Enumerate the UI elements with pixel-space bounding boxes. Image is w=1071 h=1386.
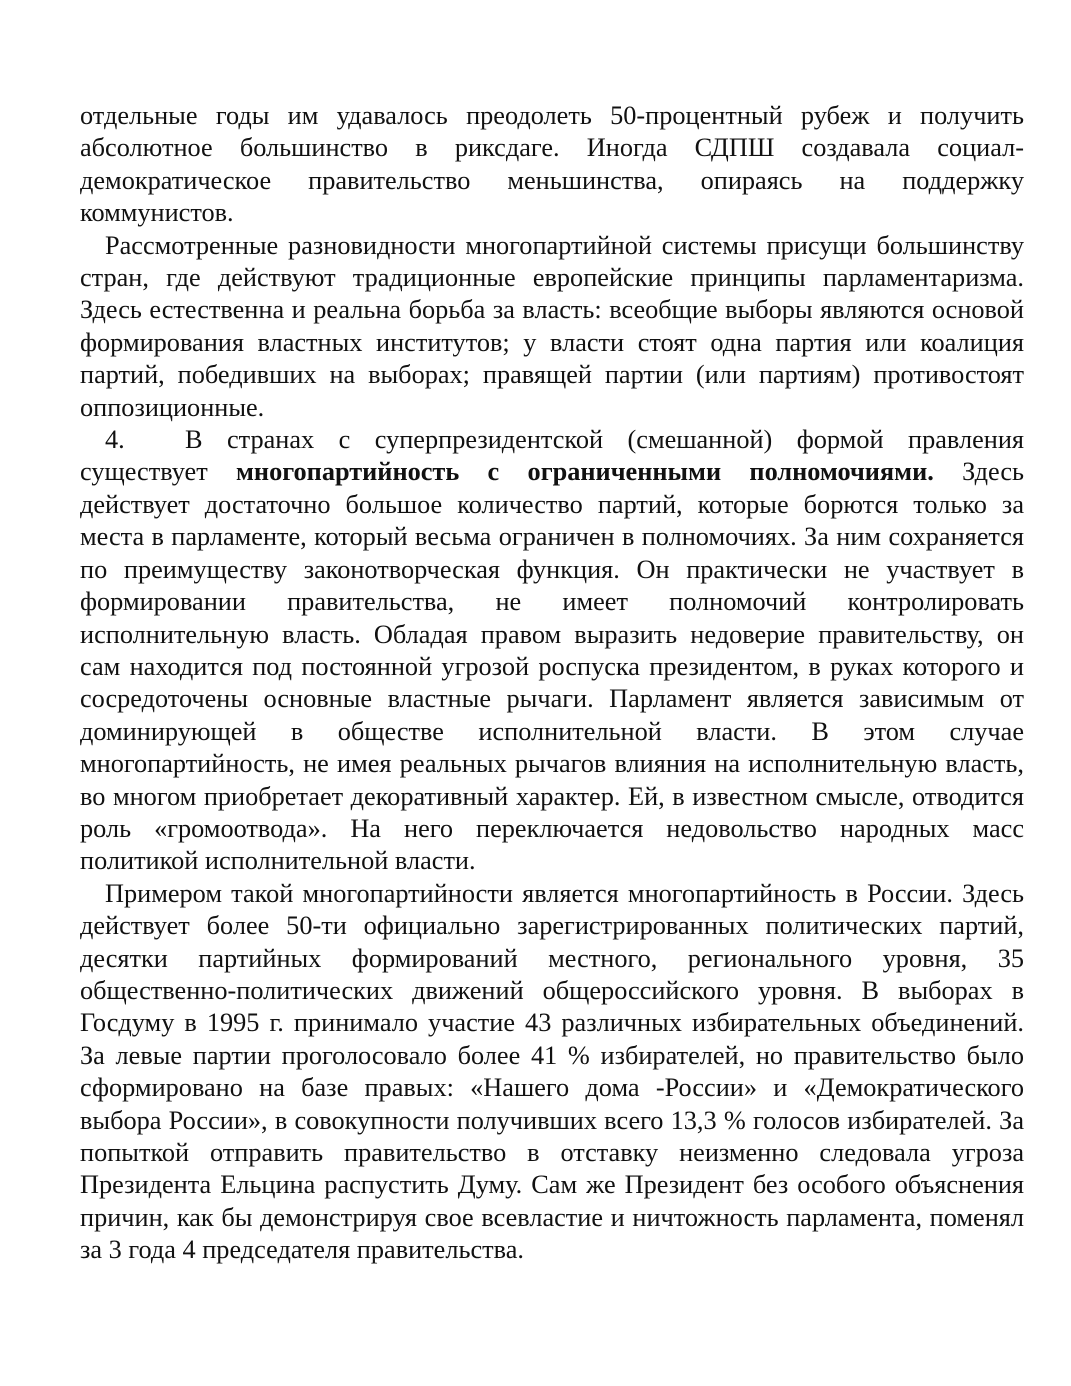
bold-term: многопартийность с ограниченными полномочиями. bbox=[236, 457, 934, 487]
paragraph-multiparty-varieties: Рассмотренные разновидности многопартийной системы присущи большинству стран, где действуют традиционные европейские принципы парламентаризма. Здесь естественна и реальна борьба за власть: всеобщие выборы являются основой формирования властных институтов; у власти стоят одна партия или коалиция партий, победивших на выборах; правящей партии (или партиям) противостоят оппозиционные. bbox=[80, 230, 1024, 422]
paragraph-text-before: В странах с суперпрезидентской (смешанной) формой правления существует bbox=[80, 425, 1024, 487]
paragraph-limited-multiparty bbox=[80, 424, 1024, 878]
paragraph-russia-example: Примером такой многопартийности является многопартийность в России. Здесь действует более 50-ти официально зарегистрированных политических партий, десятки партийных формирований местного, регионального уровня, 35 общественно-политических движений общероссийского уровня. В выборах в Госдуму в 1995 г. принимало участие 43 различных избирательных объединений. За левые партии проголосовало более 41 % избирателей, но правительство было сформировано на базе правых: «Нашего дома -России» и «Демократического выбора России», в совокупности получивших всего 13,3 % голосов избирателей. За попыткой отправить правительство в отставку неизменно следовала угроза Президента Ельцина распустить Думу. Сам же Президент без особого объяснения причин, как бы демонстрируя свое всевластие и ничтожность парламента, поменял за 3 года 4 председателя правительства. bbox=[80, 878, 1024, 1265]
list-number: 4. bbox=[105, 425, 125, 455]
paragraph-continuation: отдельные годы им удавалось преодолеть 50-процентный рубеж и получить абсолютное большинство в риксдаге. Иногда СДПШ создавала социал-демократическое правительство меньшинства, опираясь на поддержку коммунистов. bbox=[80, 101, 1024, 228]
paragraph-text-after: Здесь действует достаточно большое количество партий, которые борются только за места в парламенте, который весьма ограничен в полномочиях. За ним сохраняется по преимуществу законотворческая функция. Он практически не участвует в формировании правительства, не имеет полномочий контролировать исполнительную власть. Обладая правом выразить недоверие правительству, он сам находится под постоянной угрозой роспуска президентом, в руках которого и сосредоточены основные властные рычаги. Парламент является зависимым от доминирующей в обществе исполнительной власти. В этом случае многопартийность, не имея реальных рычагов влияния на исполнительную власть, во многом приобретает декоративный характер. Ей, в известном смысле, отводится роль «громоотвода». На него переключается недовольство народных масс политикой исполнительной власти. bbox=[80, 457, 1025, 876]
document-page bbox=[80, 100, 1024, 1267]
